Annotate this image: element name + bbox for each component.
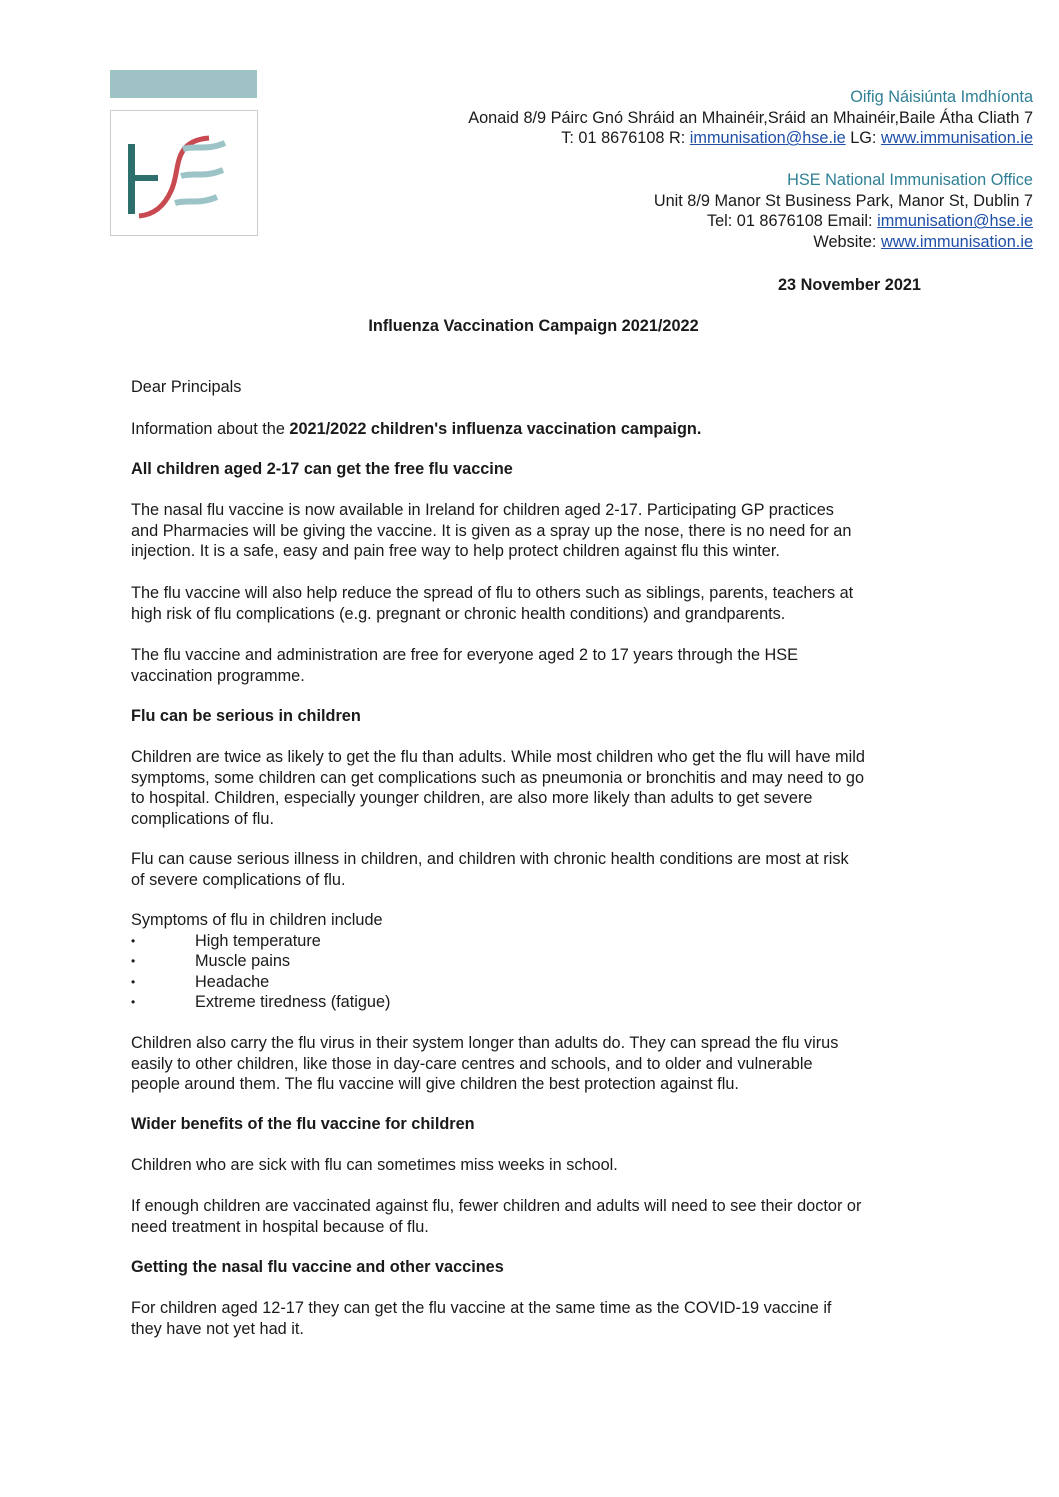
text-line: vaccination programme. xyxy=(131,666,305,685)
text-line: Children also carry the flu virus in their system longer than adults do. They can spread the flu virus xyxy=(131,1034,839,1052)
paragraph-1 xyxy=(131,500,851,562)
heading-other-vaccines: Getting the nasal flu vaccine and other vaccines xyxy=(131,1258,504,1276)
text-line: The nasal flu vaccine is now available in Ireland for children aged 2-17. Participating GP practices xyxy=(131,501,834,519)
office-name: HSE National Immunisation Office xyxy=(787,171,1033,189)
website-label: Website: xyxy=(813,232,881,251)
greeting: Dear Principals xyxy=(131,378,242,396)
heading-wider-benefits: Wider benefits of the flu vaccine for children xyxy=(131,1115,475,1133)
intro-bold: 2021/2022 children's influenza vaccination campaign. xyxy=(289,420,702,438)
text-line: If enough children are vaccinated against flu, fewer children and adults will need to see their doctor or xyxy=(131,1197,862,1215)
paragraph-5 xyxy=(131,849,849,890)
hse-logo xyxy=(110,110,258,236)
phone: Tel: 01 8676108 Email: xyxy=(706,212,878,231)
website-link[interactable]: www.immunisation.ie xyxy=(880,232,1033,251)
intro xyxy=(131,419,701,440)
text-line: to hospital. Children, especially younger children, are also more likely than adults to get severe xyxy=(131,789,813,808)
heading-flu-serious: Flu can be serious in children xyxy=(131,707,361,725)
text-line: Children are twice as likely to get the flu than adults. While most children who get the flu will have mild xyxy=(131,748,865,766)
text-line: symptoms, some children can get complications such as pneumonia or bronchitis and may need to go xyxy=(131,768,865,787)
english-address-block xyxy=(654,170,1033,252)
text-line: people around them. The flu vaccine will give children the best protection against flu. xyxy=(131,1075,739,1094)
irish-address: Aonaid 8/9 Páirc Gnó Shráid an Mhainéir,Sráid an Mhainéir,Baile Átha Cliath 7 xyxy=(468,108,1033,127)
letter-date: 23 November 2021 xyxy=(777,276,921,294)
intro-text: Information about the xyxy=(131,420,290,438)
irish-office-name: Oifig Náisiúnta Imdhíonta xyxy=(850,88,1033,106)
irish-phone: T: 01 8676108 R: xyxy=(561,129,690,148)
email-link[interactable]: immunisation@hse.ie xyxy=(877,212,1033,231)
text-line: they have not yet had it. xyxy=(131,1319,304,1338)
text-line: high risk of flu complications (e.g. pregnant or chronic health conditions) and grandparents. xyxy=(131,604,786,623)
irish-email-link[interactable]: immunisation@hse.ie xyxy=(689,129,846,148)
text-line: Children who are sick with flu can sometimes miss weeks in school. xyxy=(131,1156,618,1174)
paragraph-2 xyxy=(131,583,853,624)
irish-address-block xyxy=(468,87,1033,149)
text-line: easily to other children, like those in day-care centres and schools, and to older and vulnerable xyxy=(131,1054,813,1073)
list-item: • Muscle pains xyxy=(131,951,390,972)
irish-website-link[interactable]: www.immunisation.ie xyxy=(880,129,1033,148)
paragraph-4 xyxy=(131,747,865,829)
text-line: need treatment in hospital because of flu. xyxy=(131,1217,429,1236)
text-line: For children aged 12-17 they can get the flu vaccine at the same time as the COVID-19 vaccine if xyxy=(131,1299,832,1317)
list-item: • High temperature xyxy=(131,931,390,952)
address: Unit 8/9 Manor St Business Park, Manor St, Dublin 7 xyxy=(653,191,1033,210)
letter-title: Influenza Vaccination Campaign 2021/2022 xyxy=(368,317,699,335)
text-line: injection. It is a safe, easy and pain free way to help protect children against flu this winter. xyxy=(131,542,780,561)
text-line: of severe complications of flu. xyxy=(131,870,346,889)
logo-bar xyxy=(110,70,257,98)
paragraph-7 xyxy=(131,1155,618,1176)
text-line: complications of flu. xyxy=(131,809,274,828)
heading-free-vaccine: All children aged 2-17 can get the free flu vaccine xyxy=(131,460,513,478)
text-line: Flu can cause serious illness in children, and children with chronic health conditions are most at risk xyxy=(131,850,849,868)
paragraph-8 xyxy=(131,1196,861,1237)
text-line: The flu vaccine will also help reduce the spread of flu to others such as siblings, parents, teachers at xyxy=(131,584,854,602)
irish-web-label: LG: xyxy=(845,129,881,148)
symptoms-list xyxy=(131,910,390,1013)
paragraph-9 xyxy=(131,1298,831,1339)
text-line: and Pharmacies will be giving the vaccine. It is given as a spray up the nose, there is no need for an xyxy=(131,521,852,540)
paragraph-6 xyxy=(131,1033,838,1095)
text-line: The flu vaccine and administration are free for everyone aged 2 to 17 years through the HSE xyxy=(131,646,799,664)
paragraph-3 xyxy=(131,645,798,686)
list-item: • Headache xyxy=(131,972,390,993)
symptoms-intro: Symptoms of flu in children include xyxy=(131,911,383,929)
list-item: • Extreme tiredness (fatigue) xyxy=(131,992,390,1013)
